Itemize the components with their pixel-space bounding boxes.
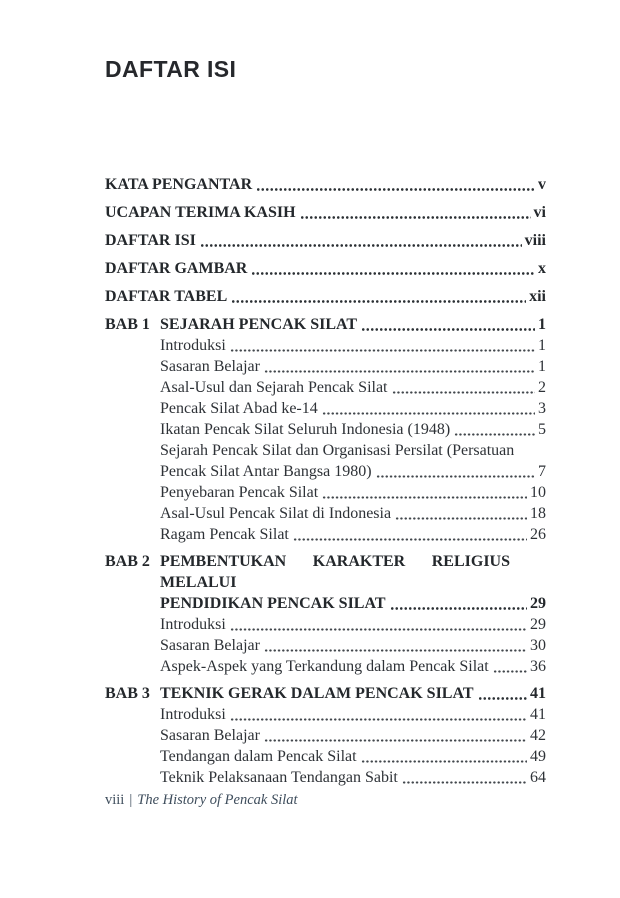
- dot-leader: [251, 272, 535, 275]
- entry-label: Penyebaran Pencak Silat: [160, 484, 319, 501]
- entry-label: Sasaran Belajar: [160, 637, 260, 654]
- toc-entry-row: [105, 286, 546, 307]
- entry-label: Tendangan dalam Pencak Silat: [160, 748, 357, 765]
- entry-page-number: 42: [530, 727, 546, 744]
- entry-page-number: 2: [538, 379, 546, 396]
- dot-leader: [392, 391, 536, 394]
- footer-separator: |: [129, 792, 133, 808]
- page-footer: [105, 790, 546, 810]
- entry-label: Aspek-Aspek yang Terkandung dalam Pencak Silat: [160, 658, 489, 675]
- toc-chapter: [105, 683, 546, 788]
- entry-label: Introduksi: [160, 616, 226, 633]
- toc-entry-row: [160, 593, 546, 614]
- dot-leader: [395, 517, 527, 520]
- chapter-title-line1: PEMBENTUKAN KARAKTER RELIGIUS MELALUI: [160, 553, 510, 591]
- entry-label: TEKNIK GERAK DALAM PENCAK SILAT: [160, 685, 474, 702]
- toc-entry-row: [105, 230, 546, 251]
- toc-entry-row: [160, 767, 546, 788]
- dot-leader: [230, 349, 535, 352]
- dot-leader: [264, 370, 535, 373]
- entry-label: Pencak Silat Abad ke-14: [160, 400, 318, 417]
- entry-page-number: 1: [538, 337, 546, 354]
- toc-entry-row: [105, 174, 546, 195]
- toc-entry-row: [160, 377, 546, 398]
- entry-label: PENDIDIKAN PENCAK SILAT: [160, 595, 386, 612]
- entry-page-number: 29: [530, 595, 546, 612]
- footer-page-number: viii: [105, 792, 125, 808]
- dot-leader: [300, 216, 531, 219]
- entry-label-line1: Sejarah Pencak Silat dan Organisasi Persilat (Persatuan: [160, 442, 515, 459]
- entry-page-number: xii: [529, 288, 546, 305]
- entry-label: Asal-Usul Pencak Silat di Indonesia: [160, 505, 392, 522]
- dot-leader: [322, 496, 527, 499]
- toc-entry-row: [160, 683, 546, 704]
- entry-label: DAFTAR TABEL: [105, 288, 228, 305]
- entry-page-number: 41: [530, 685, 546, 702]
- toc-entry-row: [160, 482, 546, 503]
- entry-page-number: 36: [530, 658, 546, 675]
- entry-label: Teknik Pelaksanaan Tendangan Sabit: [160, 769, 398, 786]
- entry-page-number: 18: [530, 505, 546, 522]
- dot-leader: [376, 475, 535, 478]
- dot-leader: [361, 760, 527, 763]
- entry-page-number: viii: [524, 232, 546, 249]
- entry-page-number: 7: [538, 463, 546, 480]
- toc-entry-row: [160, 419, 546, 440]
- entry-page-number: 3: [538, 400, 546, 417]
- toc-entry-row: [160, 614, 546, 635]
- entry-page-number: 41: [530, 706, 546, 723]
- toc-entry-row: [160, 335, 546, 356]
- entry-page-number: 49: [530, 748, 546, 765]
- toc-entry-row: [160, 524, 546, 545]
- entry-label: Ragam Pencak Silat: [160, 526, 289, 543]
- toc-entry-row: [105, 202, 546, 223]
- entry-label: Pencak Silat Antar Bangsa 1980): [160, 463, 372, 480]
- toc-entry-row: [160, 461, 546, 482]
- dot-leader: [478, 697, 527, 700]
- entry-label: DAFTAR GAMBAR: [105, 260, 248, 277]
- entry-page-number: 64: [530, 769, 546, 786]
- dot-leader: [493, 670, 527, 673]
- dot-leader: [390, 607, 527, 610]
- toc-entry-row: [160, 725, 546, 746]
- entry-label: Ikatan Pencak Silat Seluruh Indonesia (1948): [160, 421, 451, 438]
- chapter-number: BAB 3: [105, 685, 150, 702]
- toc-entry-row: [160, 398, 546, 419]
- toc-chapter: [105, 551, 546, 677]
- toc-entry-row: [160, 656, 546, 677]
- dot-leader: [230, 628, 527, 631]
- chapter-number: BAB 1: [105, 316, 150, 333]
- dot-leader: [402, 781, 527, 784]
- entry-label: Asal-Usul dan Sejarah Pencak Silat: [160, 379, 388, 396]
- entry-label: Introduksi: [160, 337, 226, 354]
- entry-label: SEJARAH PENCAK SILAT: [160, 316, 358, 333]
- toc-entry-row: [160, 704, 546, 725]
- footer-book-title: The History of Pencak Silat: [137, 792, 298, 808]
- toc-list: [105, 174, 546, 788]
- dot-leader: [361, 328, 535, 331]
- entry-page-number: 5: [538, 421, 546, 438]
- dot-leader: [322, 412, 535, 415]
- chapter-number: BAB 2: [105, 553, 150, 570]
- toc-entry-row: [160, 356, 546, 377]
- dot-leader: [200, 244, 522, 247]
- toc-entry-row: [160, 314, 546, 335]
- entry-label: Sasaran Belajar: [160, 727, 260, 744]
- entry-page-number: 1: [538, 358, 546, 375]
- entry-page-number: 10: [530, 484, 546, 501]
- dot-leader: [264, 649, 527, 652]
- entry-page-number: v: [538, 176, 546, 193]
- toc-entry-row: [160, 635, 546, 656]
- dot-leader: [231, 300, 526, 303]
- entry-page-number: 29: [530, 616, 546, 633]
- toc-entry-row: [160, 746, 546, 767]
- entry-page-number: 1: [538, 316, 546, 333]
- page-title: DAFTAR ISI: [105, 56, 237, 82]
- entry-label: Sasaran Belajar: [160, 358, 260, 375]
- dot-leader: [264, 739, 527, 742]
- entry-page-number: vi: [533, 204, 546, 221]
- toc-chapter: [105, 314, 546, 545]
- toc-entry-row: [160, 503, 546, 524]
- entry-page-number: 26: [530, 526, 546, 543]
- entry-label: UCAPAN TERIMA KASIH: [105, 204, 296, 221]
- entry-label: Introduksi: [160, 706, 226, 723]
- dot-leader: [454, 433, 535, 436]
- dot-leader: [293, 538, 527, 541]
- toc-entry-row: [105, 258, 546, 279]
- entry-label: KATA PENGANTAR: [105, 176, 253, 193]
- entry-label: DAFTAR ISI: [105, 232, 196, 249]
- entry-page-number: 30: [530, 637, 546, 654]
- dot-leader: [230, 718, 527, 721]
- dot-leader: [256, 188, 535, 191]
- entry-page-number: x: [538, 260, 546, 277]
